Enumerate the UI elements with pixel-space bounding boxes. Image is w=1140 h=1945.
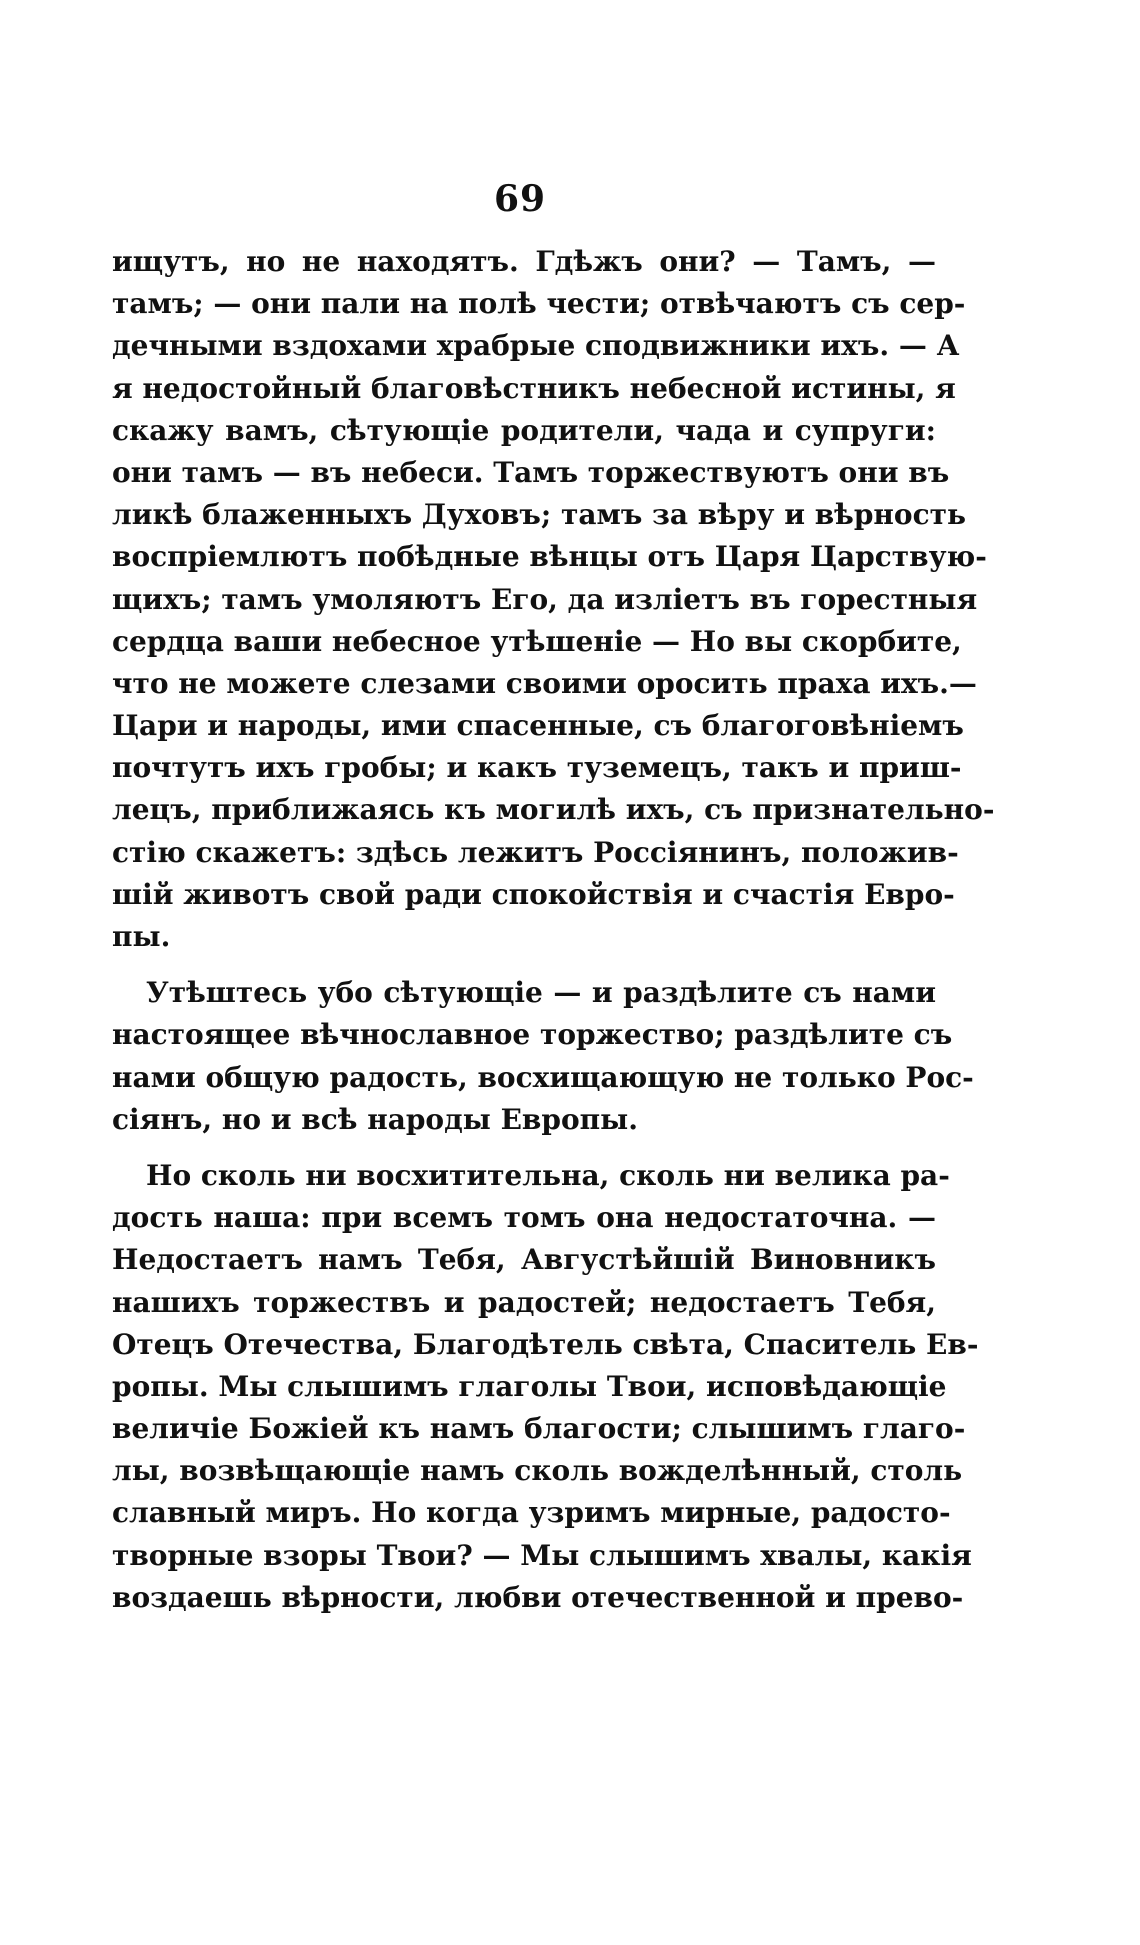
text-line: пы.: [112, 920, 171, 953]
text-line: творные взоры Твои? — Мы слышимъ хвалы, какія: [112, 1538, 972, 1572]
page-number: 69: [493, 178, 547, 220]
body-text: [112, 241, 995, 1619]
paragraph-gap: [112, 1141, 936, 1155]
text-line: почтутъ ихъ гробы; и какъ туземецъ, такъ и приш-: [112, 751, 962, 785]
text-line: что не можете слезами своими оросить праха ихъ.—: [112, 666, 977, 700]
text-line: ропы. Мы слышимъ глаголы Твои, исповѣдающіе: [112, 1369, 947, 1403]
text-line: величіе Божіей къ намъ благости; слышимъ глаго-: [112, 1412, 966, 1446]
paragraph: [112, 241, 995, 958]
text-line: шій животъ свой ради спокойствія и счастія Евро-: [112, 877, 955, 911]
text-line: я недостойный благовѣстникъ небесной истины, я: [112, 371, 956, 405]
paragraph: [112, 1155, 979, 1619]
text-line: лецъ, приближаясь къ могилѣ ихъ, съ признательно-: [112, 793, 995, 827]
text-line: сіянъ, но и всѣ народы Европы.: [112, 1102, 638, 1136]
text-line: воздаешь вѣрности, любви отечественной и прево-: [112, 1580, 964, 1614]
text-line: ликѣ блаженныхъ Духовъ; тамъ за вѣру и вѣрность: [112, 498, 966, 532]
text-line: Отецъ Отечества, Благодѣтель свѣта, Спаситель Ев-: [112, 1327, 979, 1361]
text-line: воспріемлютъ побѣдные вѣнцы отъ Царя Царствую-: [112, 540, 987, 574]
text-line: Утѣштесь убо сѣтующіе — и раздѣлите съ нами: [146, 976, 936, 1010]
text-line: они тамъ — въ небеси. Тамъ торжествуютъ они въ: [112, 455, 950, 489]
text-line: скажу вамъ, сѣтующіе родители, чада и супруги:: [112, 413, 936, 447]
text-line: тамъ; — они пали на полѣ чести; отвѣчаютъ съ сер-: [112, 287, 966, 321]
text-line: Цари и народы, ими спасенные, съ благоговѣніемъ: [112, 709, 964, 743]
text-line: славный миръ. Но когда узримъ мирные, радосто-: [112, 1496, 951, 1530]
text-line: нами общую радость, восхищающую не только Рос-: [112, 1060, 974, 1094]
text-line: ищутъ, но не находятъ. Гдѣжъ они? — Тамъ, —: [112, 245, 936, 278]
text-line: щихъ; тамъ умоляютъ Его, да изліетъ въ горестныя: [112, 582, 978, 616]
text-line: лы, возвѣщающіе намъ сколь вожделѣнный, столь: [112, 1454, 963, 1488]
text-line: стію скажетъ: здѣсь лежитъ Россіянинъ, положив-: [112, 835, 959, 869]
text-line: нашихъ торжествъ и радостей; недостаетъ Тебя,: [112, 1285, 936, 1319]
text-line: настоящее вѣчнославное торжество; раздѣлите съ: [112, 1018, 953, 1052]
text-line: дость наша: при всемъ томъ она недостаточна. —: [112, 1201, 936, 1235]
text-line: дечными вздохами храбрые сподвижники ихъ. — А: [112, 329, 960, 363]
text-line: Но сколь ни восхитительна, сколь ни велика ра-: [146, 1158, 950, 1192]
paragraph-gap: [112, 958, 936, 972]
text-line: сердца ваши небесное утѣшеніе — Но вы скорбите,: [112, 624, 962, 658]
text-line: Недостаетъ намъ Тебя, Августѣйшій Виновникъ: [112, 1243, 936, 1277]
paragraph: [112, 972, 974, 1141]
